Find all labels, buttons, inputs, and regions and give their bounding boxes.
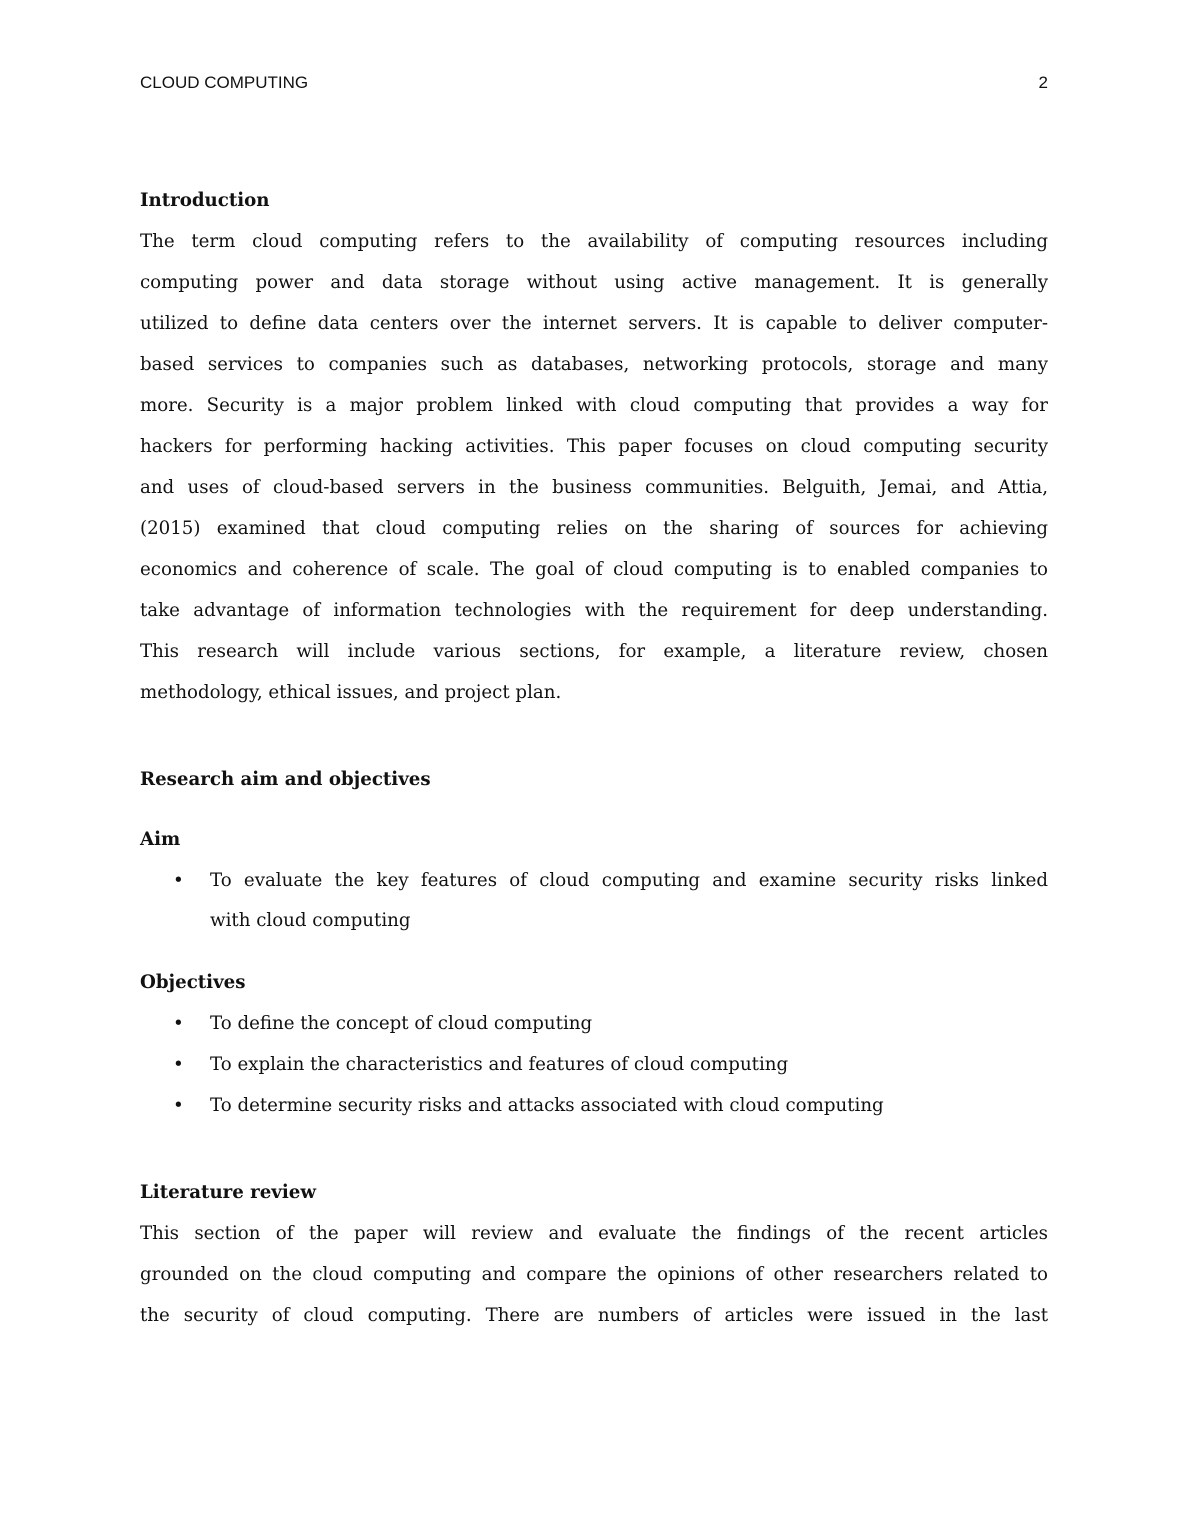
literature-review-paragraph [140,1213,1048,1336]
paragraph-line: methodology, ethical issues, and project plan. [140,682,562,703]
objective-item [140,1044,1048,1085]
objective-text: To determine security risks and attacks associated with cloud computing [210,1095,884,1116]
paragraph-line: (2015) examined that cloud computing relies on the sharing of sources for achieving [140,518,1048,539]
page-number: 2 [1038,73,1048,92]
paragraph-line: This section of the paper will review and evaluate the findings of the recent articles [140,1223,1048,1244]
objective-text: To define the concept of cloud computing [210,1013,593,1034]
paragraph-line: utilized to define data centers over the internet servers. It is capable to deliver computer- [140,313,1048,334]
paragraph-line: computing power and data storage without using active management. It is generally [140,272,1048,293]
objective-text: To explain the characteristics and features of cloud computing [210,1054,789,1075]
bullet-icon: • [173,870,184,891]
introduction-heading: Introduction [140,190,270,211]
bullet-icon: • [173,1013,184,1034]
aim-bullet [140,861,1118,941]
objective-item [140,1003,1048,1044]
paragraph-line: This research will include various sections, for example, a literature review, chosen [140,641,1048,662]
introduction-paragraph [140,221,1048,713]
paragraph-line: more. Security is a major problem linked with cloud computing that provides a way for [140,395,1048,416]
aim-heading: Aim [140,829,181,850]
objectives-list [140,1003,1048,1126]
running-header-title: CLOUD COMPUTING [140,73,309,92]
paragraph-line: grounded on the cloud computing and compare the opinions of other researchers related to [140,1264,1048,1285]
research-aim-objectives-heading: Research aim and objectives [140,769,431,790]
aim-line: with cloud computing [210,910,411,931]
paragraph-line: take advantage of information technologies with the requirement for deep understanding. [140,600,1048,621]
paragraph-line: and uses of cloud-based servers in the business communities. Belguith, Jemai, and Attia, [140,477,1048,498]
paragraph-line: The term cloud computing refers to the availability of computing resources including [140,231,1048,252]
objective-item [140,1085,1048,1126]
paragraph-line: hackers for performing hacking activities. This paper focuses on cloud computing security [140,436,1048,457]
bullet-icon: • [173,1054,184,1075]
paragraph-line: economics and coherence of scale. The goal of cloud computing is to enabled companies to [140,559,1048,580]
paragraph-line: based services to companies such as databases, networking protocols, storage and many [140,354,1048,375]
paragraph-line: the security of cloud computing. There are numbers of articles were issued in the last [140,1305,1048,1326]
literature-review-heading: Literature review [140,1182,317,1203]
bullet-icon: • [173,1095,184,1116]
objectives-heading: Objectives [140,972,246,993]
aim-line: To evaluate the key features of cloud computing and examine security risks linked [210,870,1048,891]
